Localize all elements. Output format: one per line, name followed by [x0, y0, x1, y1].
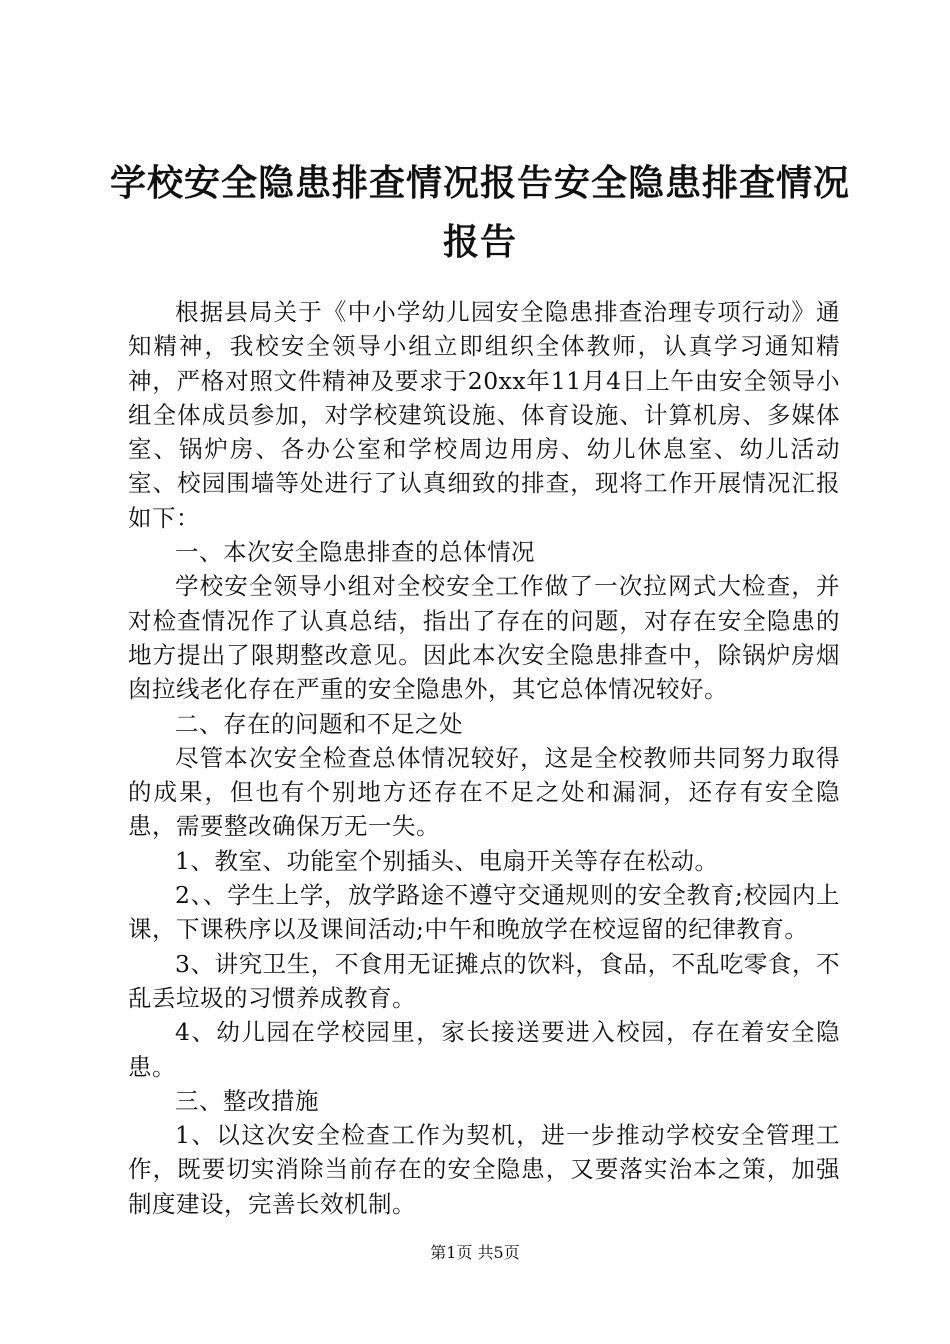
list-item-problem-3: 3、讲究卫生，不食用无证摊点的饮料，食品，不乱吃零食，不乱丢垃圾的习惯养成教育。: [128, 949, 840, 1012]
page-footer: 第1页 共5页: [430, 1243, 520, 1262]
section-heading-3: 三、整改措施: [175, 1086, 319, 1115]
list-item-measure-1: 1、以这次安全检查工作为契机，进一步推动学校安全管理工作，既要切实消除当前存在的安全隐患，又要落实治本之策，加强制度建设，完善长效机制。: [128, 1121, 840, 1218]
list-item-problem-4: 4、幼儿园在学校园里，家长接送要进入校园，存在着安全隐患。: [128, 1018, 840, 1081]
document-title-line1: 学校安全隐患排查情况报告安全隐患排查情况: [110, 162, 851, 204]
paragraph-intro: 根据县局关于《中小学幼儿园安全隐患排查治理专项行动》通知精神，我校安全领导小组立即组织全体教师，认真学习通知精神，严格对照文件精神及要求于20xx年11月4日上午由安全领导小组全体成员参加，对学校建筑设施、体育设施、计算机房、多媒体室、锅炉房、各办公室和学校周边用房、幼儿休息室、幼儿活动室、校园围墙等处进行了认真细致的排查，现将工作开展情况汇报如下：: [128, 298, 840, 532]
section-heading-2: 二、存在的问题和不足之处: [175, 709, 463, 738]
paragraph-overview: 学校安全领导小组对全校安全工作做了一次拉网式大检查，并对检查情况作了认真总结，指出了存在的问题，对存在安全隐患的地方提出了限期整改意见。因此本次安全隐患排查中，除锅炉房烟囱拉线老化存在严重的安全隐患外，其它总体情况较好。: [128, 572, 840, 704]
list-item-problem-1: 1、教室、功能室个别插头、电扇开关等存在松动。: [175, 846, 719, 875]
list-item-problem-2: 2、、学生上学，放学路途不遵守交通规则的安全教育;校园内上课，下课秩序以及课间活动;中午和晚放学在校逗留的纪律教育。: [128, 881, 840, 944]
paragraph-problems: 尽管本次安全检查总体情况较好，这是全校教师共同努力取得的成果，但也有个别地方还存在不足之处和漏洞，还存有安全隐患，需要整改确保万无一失。: [128, 743, 840, 841]
document-body: [128, 295, 840, 1221]
document-title-line2: 报告: [442, 221, 517, 263]
section-heading-1: 一、本次安全隐患排查的总体情况: [175, 538, 535, 567]
